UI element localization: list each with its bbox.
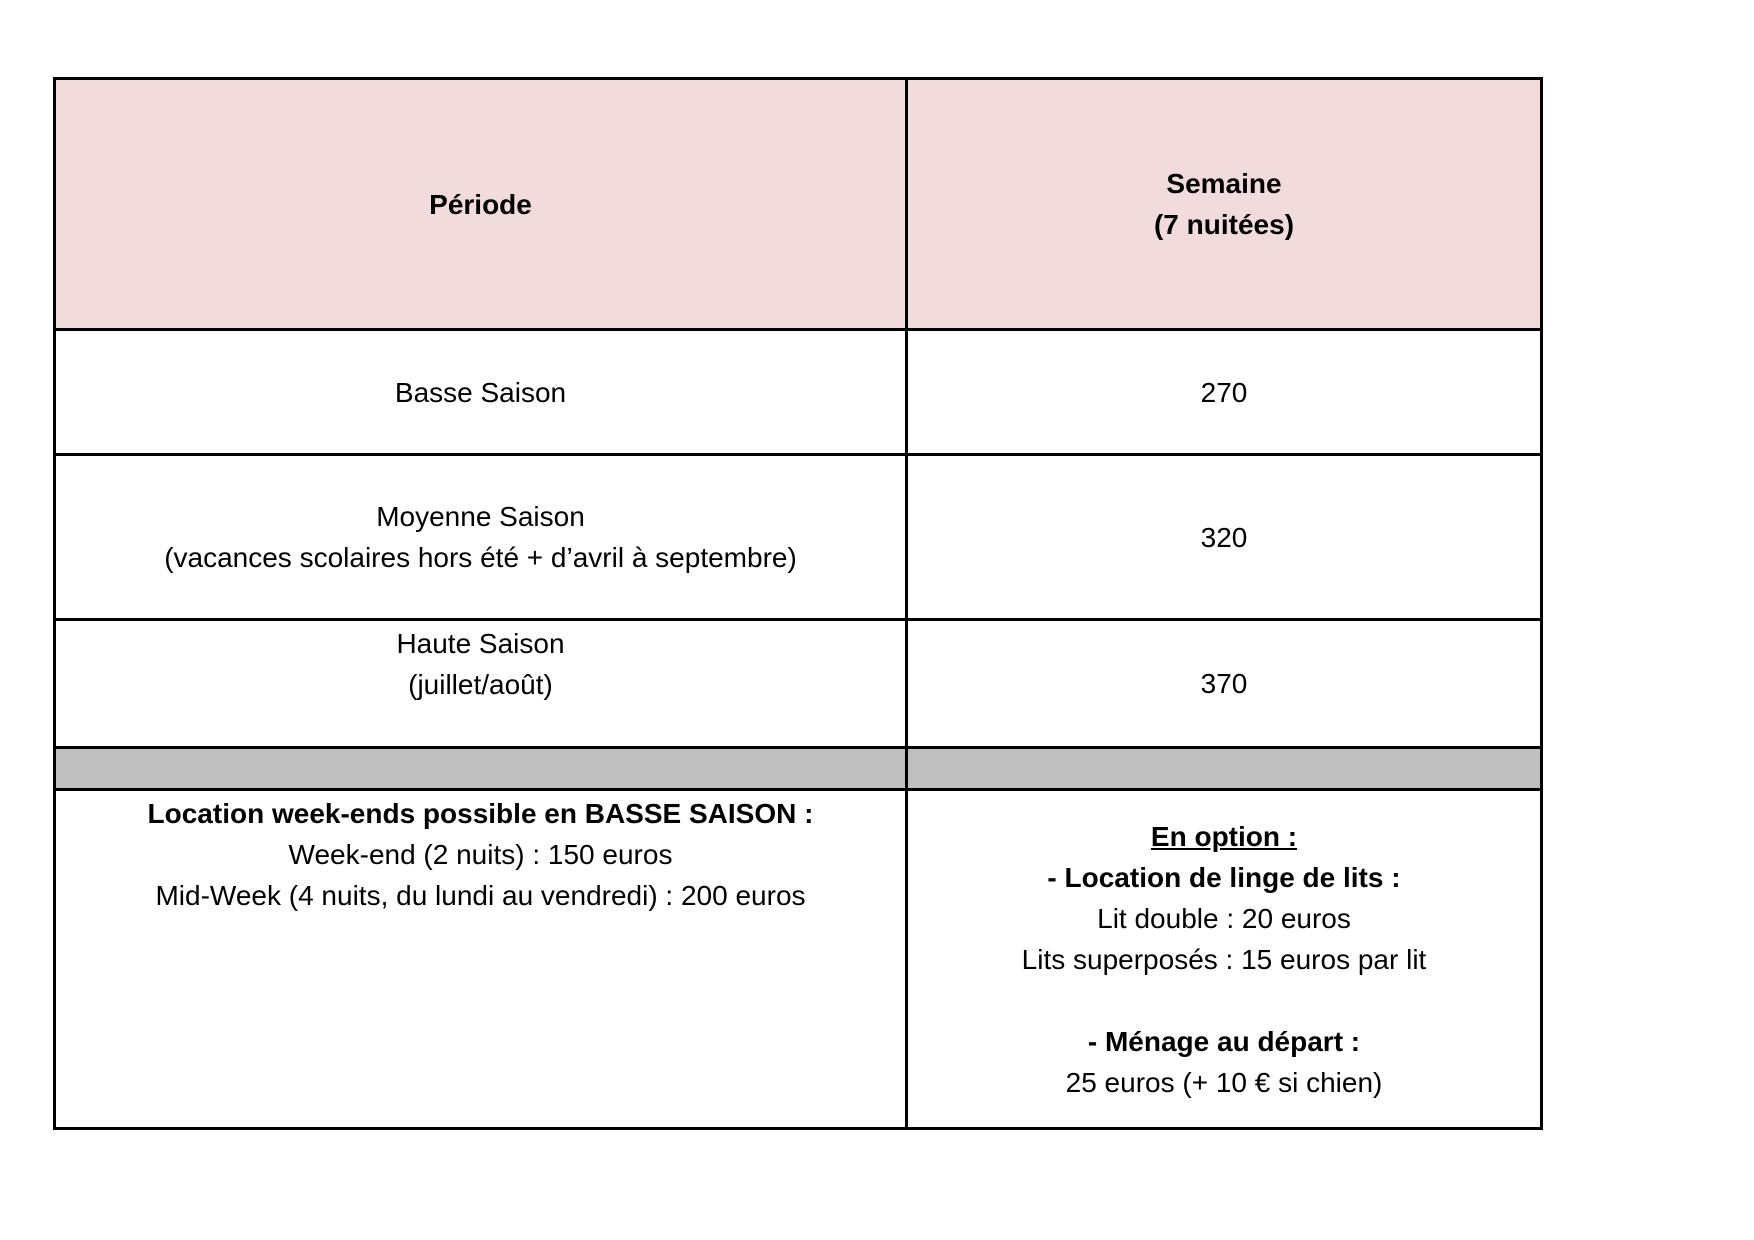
header-week-label: Semaine — [1166, 168, 1282, 199]
cleaning-title: - Ménage au départ : — [1087, 1025, 1361, 1057]
price-value: 320 — [1200, 521, 1248, 553]
midweek-price: Mid-Week (4 nuits, du lundi au vendredi) : 200 euros — [155, 880, 806, 911]
weekend-rental-title: Location week-ends possible en BASSE SAISON : — [147, 798, 814, 829]
period-detail: (vacances scolaires hors été + d’avril à septembre) — [164, 542, 797, 573]
price-value: 370 — [1200, 668, 1248, 699]
pricing-table — [53, 77, 1543, 1130]
header-period-label: Période — [429, 188, 532, 220]
period-name: Haute Saison — [396, 628, 565, 659]
period-detail: (juillet/août) — [408, 669, 553, 700]
spacer-cell — [55, 748, 907, 790]
options-title: En option : — [1150, 820, 1298, 852]
table-row-moyenne-saison — [55, 455, 1542, 620]
weekend-price: Week-end (2 nuits) : 150 euros — [288, 839, 673, 870]
period-cell — [55, 620, 907, 748]
header-period-cell — [55, 79, 907, 330]
price-cell — [907, 455, 1542, 620]
price-cell — [907, 330, 1542, 455]
table-row-basse-saison — [55, 330, 1542, 455]
period-name: Basse Saison — [394, 376, 567, 408]
price-value: 270 — [1200, 376, 1248, 408]
linen-bunk-price: Lits superposés : 15 euros par lit — [1021, 943, 1427, 975]
table-spacer-row — [55, 748, 1542, 790]
options-cell — [907, 790, 1542, 1129]
table-row-haute-saison — [55, 620, 1542, 748]
spacer-cell — [907, 748, 1542, 790]
header-week-cell — [907, 79, 1542, 330]
linen-double-price: Lit double : 20 euros — [1097, 902, 1351, 934]
header-week-sublabel: (7 nuitées) — [1153, 209, 1295, 240]
table-header-row — [55, 79, 1542, 330]
cleaning-price: 25 euros (+ 10 € si chien) — [1065, 1066, 1383, 1098]
weekend-rental-cell — [55, 790, 907, 1129]
table-row-extras — [55, 790, 1542, 1129]
linen-rental-title: - Location de linge de lits : — [1047, 861, 1401, 893]
price-cell — [907, 620, 1542, 748]
options-gap — [908, 980, 1540, 1021]
period-cell — [55, 455, 907, 620]
period-cell — [55, 330, 907, 455]
period-name: Moyenne Saison — [376, 501, 585, 532]
